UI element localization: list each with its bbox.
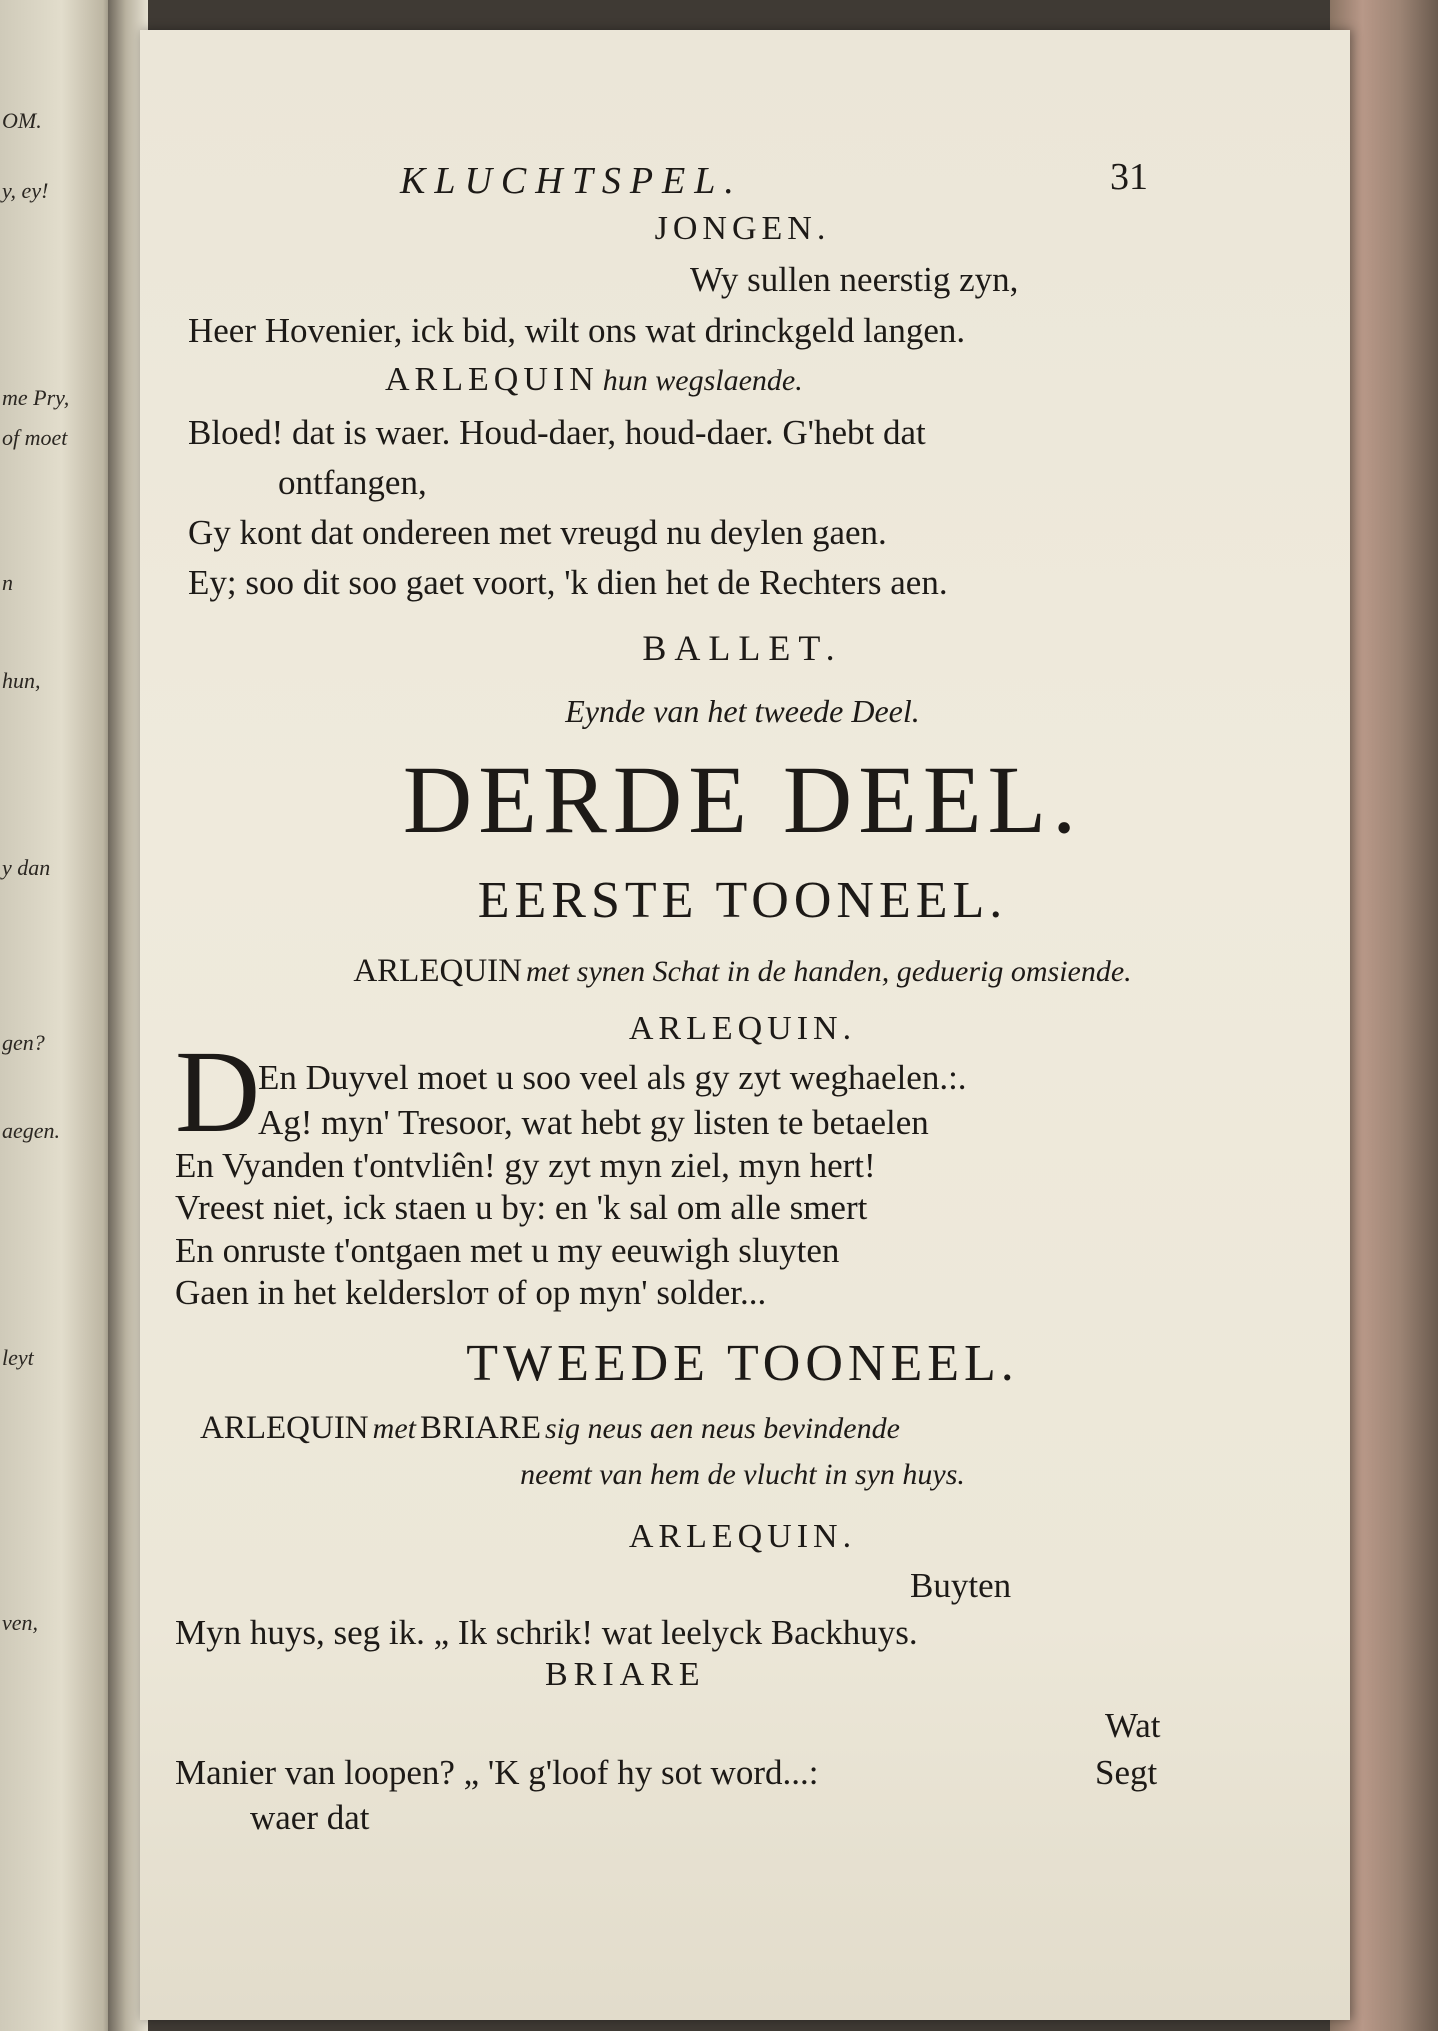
left-page-fragment: aegen. [2,1118,61,1143]
speaker-jongen: JONGEN. [654,210,831,247]
scene-title: EERSTE TOONEEL. [477,872,1008,929]
verse-line: Vreest niet, ick staen u by: en 'k sal om alle smert [175,1188,868,1227]
drop-cap: D [175,1026,261,1157]
verse-line: Segt [1095,1753,1158,1792]
left-page-fragment: of moet [2,425,68,450]
left-page-fragment: y dan [2,855,51,880]
verse-line: En onruste t'ontgaen met u my eeuwigh sluyten [175,1231,840,1270]
left-page-fragment: ven, [2,1610,39,1635]
left-page-fragment: n [2,570,13,595]
verse-line: Wat [1105,1706,1161,1745]
speaker-arlequin: ARLEQUIN. [628,1010,857,1047]
direction-text: met [372,1412,416,1445]
verse-line: Bloed! dat is waer. Houd-daer, houd-daer. G'hebt dat [188,413,926,452]
stage-direction [385,363,803,397]
verse-line: Ey; soo dit soo gaet voort, 'k dien het de Rechters aen. [188,563,948,602]
speaker-arlequin: ARLEQUIN [200,1410,369,1446]
verse-line: Wy sullen neerstig zyn, [690,260,1019,299]
speaker-briare: BRIARE [545,1656,706,1693]
left-page-fragment: leyt [2,1345,34,1370]
verse-line: waer dat [250,1798,370,1837]
direction-text: hun wegslaende. [602,364,803,397]
end-of-part: Eynde van het tweede Deel. [565,693,920,729]
scene-title: TWEEDE TOONEEL. [466,1335,1019,1392]
left-page-fragment: me Pry, [2,385,70,410]
direction-text: sig neus aen neus bevindende [545,1412,900,1445]
verse-line: Buyten [910,1566,1012,1605]
speaker-briare: BRIARE [419,1410,541,1446]
ballet-heading: BALLET. [642,628,843,668]
stage-direction [200,1412,900,1445]
verse-line: Heer Hovenier, ick bid, wilt ons wat drinckgeld langen. [188,311,966,350]
speaker-arlequin: ARLEQUIN [353,953,522,989]
verse-line: Gy kont dat ondereen met vreugd nu deylen gaen. [188,513,887,552]
stage-direction [170,955,1315,988]
part-title: DERDE DEEL. [402,746,1083,853]
verse-line: Myn huys, seg ik. „ Ik schrik! wat leelyck Backhuys. [175,1613,918,1652]
left-page-fragment: gen? [2,1030,45,1055]
verse-line: Manier van loopen? „ 'K g'loof hy sot word...: [175,1753,819,1792]
verse-line: En Duyvel moet u soo veel als gy zyt weghaelen.:. [258,1058,967,1097]
running-header: KLUCHTSPEL. [400,160,743,202]
page-number: 31 [1110,156,1148,198]
left-page-fragment: OM. [2,108,42,133]
direction-text: met synen Schat in de handen, geduerig omsiende. [525,955,1132,988]
left-page-fragment: y, ey! [2,178,49,203]
verse-line: Ag! myn' Tresoor, wat hebt gy listen te betaelen [258,1103,929,1142]
verse-line: ontfangen, [278,463,427,502]
direction-text: neemt van hem de vlucht in syn huys. [520,1458,965,1491]
left-page-fragment: hun, [2,668,41,693]
verse-line: En Vyanden t'ontvliên! gy zyt myn ziel, myn hert! [175,1146,876,1185]
speaker-arlequin: ARLEQUIN [385,361,599,398]
page-text [170,30,1315,2020]
right-page [140,30,1350,2020]
left-page [0,0,112,2031]
speaker-arlequin: ARLEQUIN. [628,1518,857,1555]
verse-line: Gaen in het keldersloт of op myn' solder... [175,1273,767,1312]
